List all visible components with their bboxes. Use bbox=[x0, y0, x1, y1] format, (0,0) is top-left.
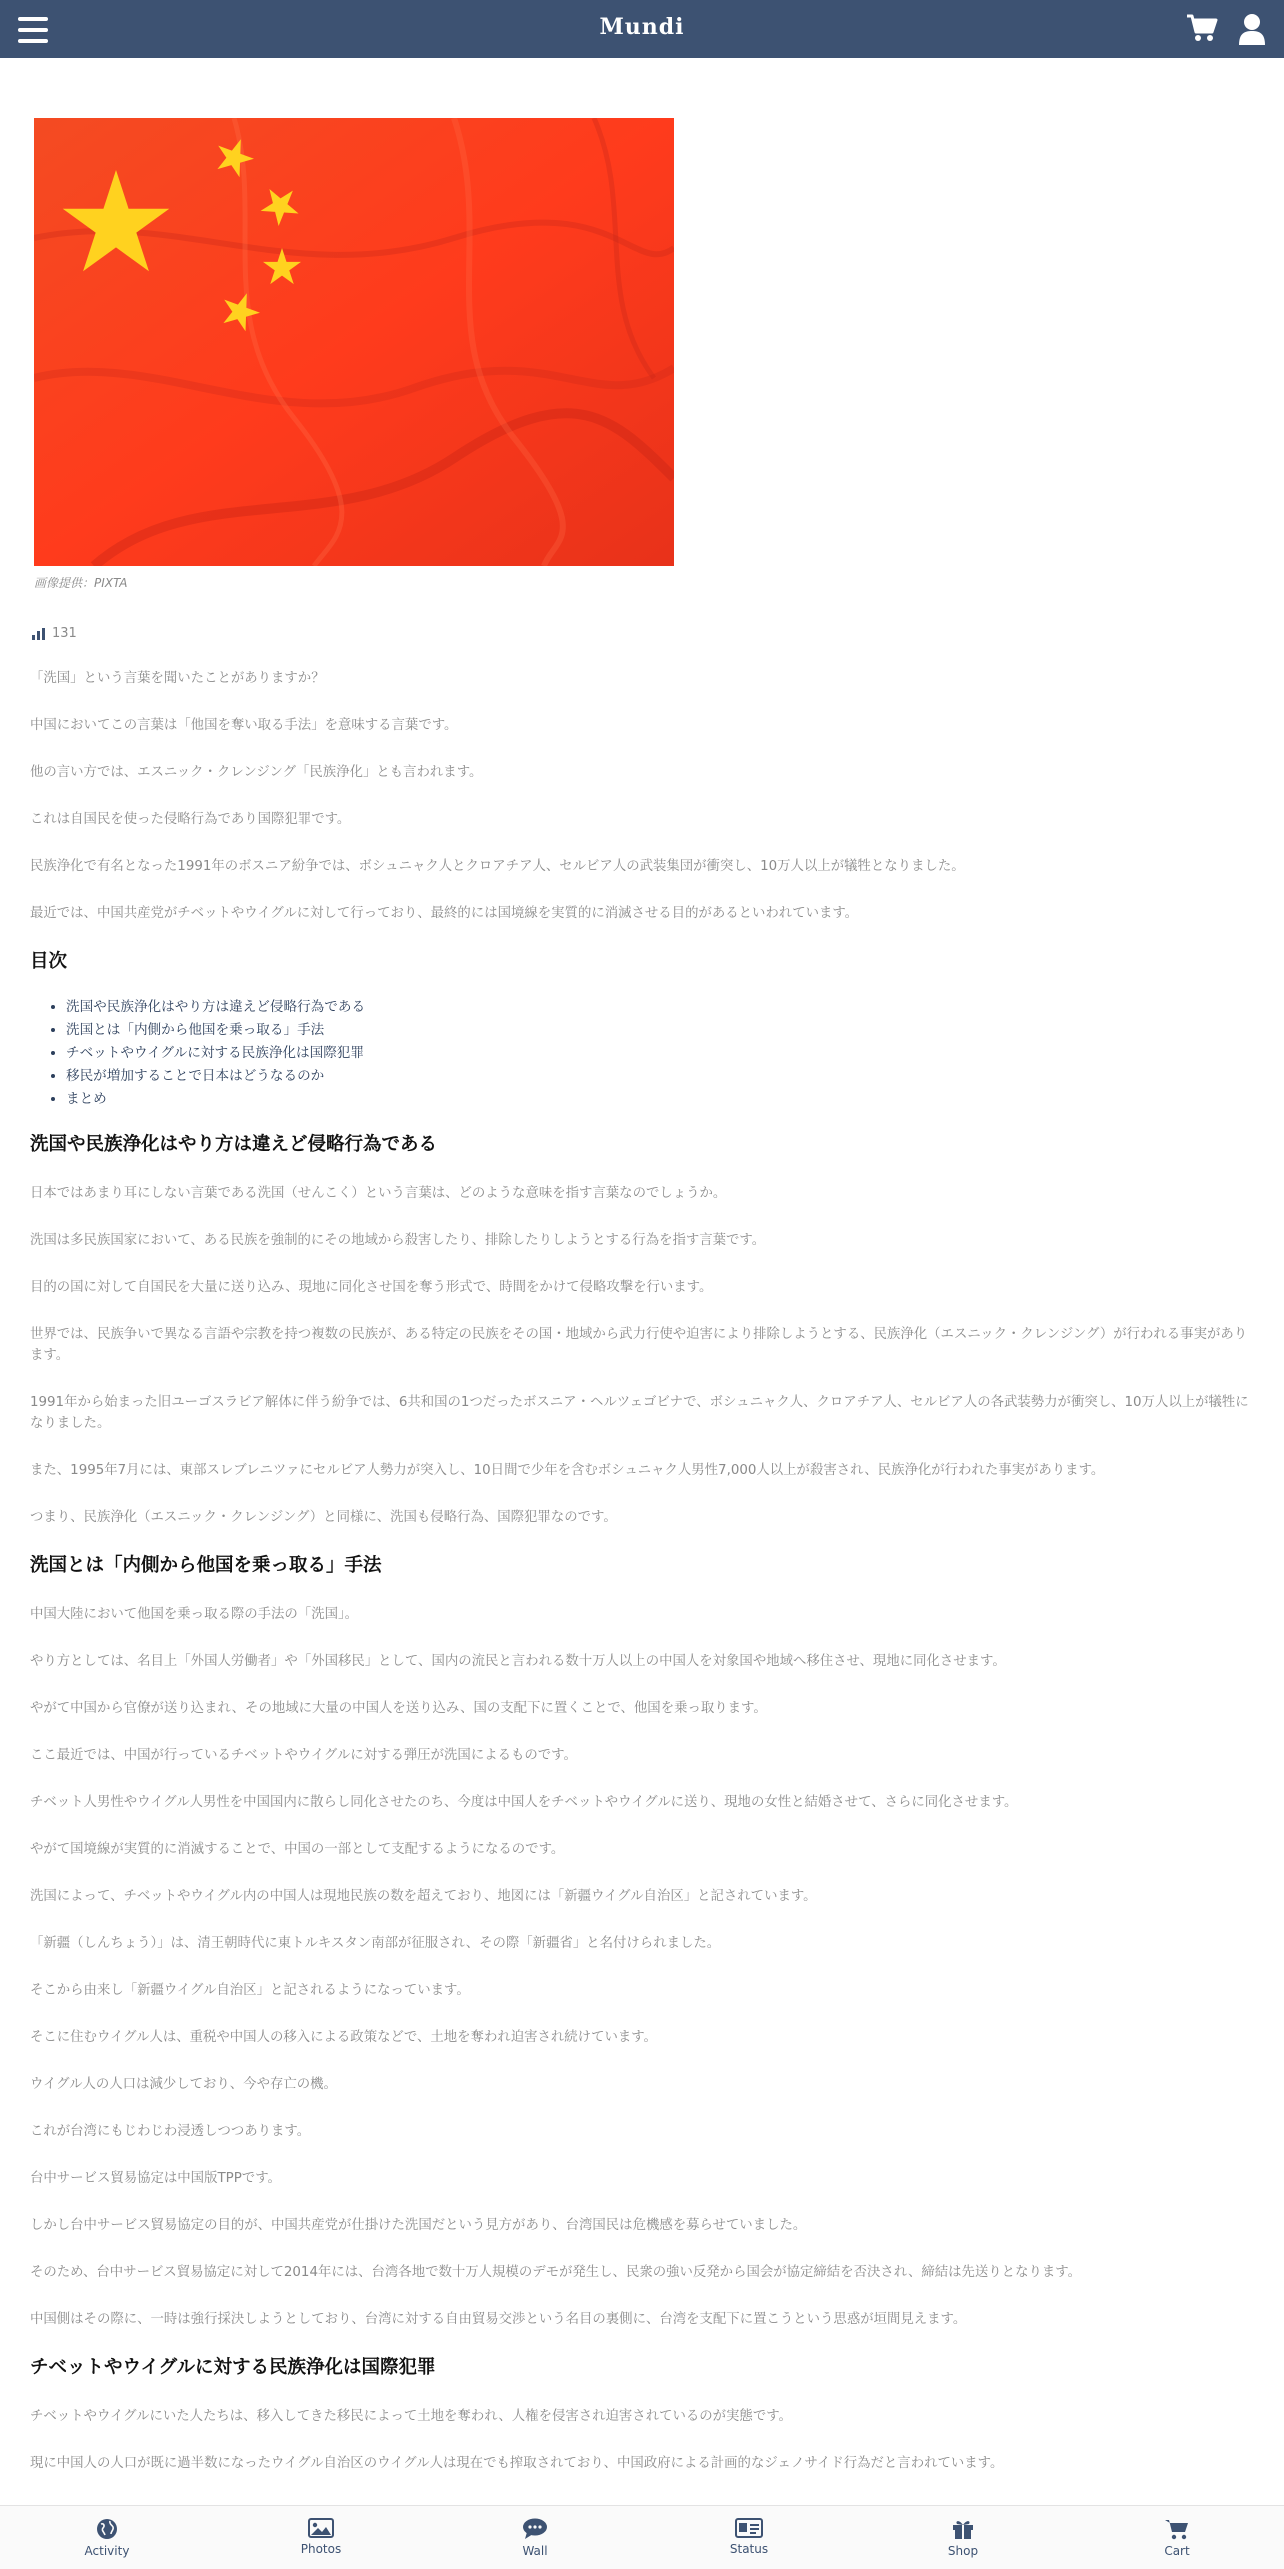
paragraph: 台中サービス貿易協定は中国版TPPです。 bbox=[30, 2171, 281, 2186]
bottom-navigation-bar bbox=[0, 2505, 1284, 2569]
view-count-value: 131 bbox=[52, 626, 77, 641]
paragraph: しかし台中サービス貿易協定の目的が、中国共産党が仕掛けた洗国だという見方があり、台湾国民は危機感を募らせていました。 bbox=[30, 2218, 807, 2233]
tab-label: Wall bbox=[522, 2544, 548, 2558]
tab-cart[interactable] bbox=[1070, 2506, 1284, 2569]
tab-label: Cart bbox=[1164, 2544, 1190, 2558]
tab-status[interactable] bbox=[642, 2506, 856, 2569]
paragraph: 日本ではあまり耳にしない言葉である洗国（せんこく）という言葉は、どのような意味を指す言葉なのでしょうか。 bbox=[30, 1186, 727, 1201]
gift-icon bbox=[952, 2518, 974, 2540]
china-flag-icon bbox=[34, 118, 674, 566]
paragraph: やがて国境線が実質的に消滅することで、中国の一部として支配するようになるのです。 bbox=[30, 1842, 565, 1857]
paragraph: そのため、台中サービス貿易協定に対して2014年には、台湾各地で数十万人規模のデモが発生し、民衆の強い反発から国会が協定締結を否決され、締結は先送りとなります。 bbox=[30, 2265, 1081, 2280]
image-credit: 画像提供：PIXTA bbox=[34, 576, 128, 590]
section-heading: 洗国や民族浄化はやり方は違えど侵略行為である bbox=[30, 1134, 438, 1155]
paragraph: やり方としては、名目上「外国人労働者」や「外国移民」として、国内の流民と言われる数十万人以上の中国人を対象国や地域へ移住させ、現地に同化させます。 bbox=[30, 1654, 1006, 1669]
chat-bubble-icon bbox=[522, 2518, 548, 2540]
paragraph: チベット人男性やウイグル人男性を中国国内に散らし同化させたのち、今度は中国人をチベットやウイグルに送り、現地の女性と結婚させて、さらに同化させます。 bbox=[30, 1795, 1018, 1810]
paragraph: つまり、民族浄化（エスニック・クレンジング）と同様に、洗国も侵略行為、国際犯罪なのです。 bbox=[30, 1510, 617, 1525]
paragraph: 洗国は多民族国家において、ある民族を強制的にその地域から殺害したり、排除したりしようとする行為を指す言葉です。 bbox=[30, 1233, 766, 1248]
toc-link[interactable]: • チベットやウイグルに対する民族浄化は国際犯罪 bbox=[66, 1042, 1255, 1065]
paragraph: これが台湾にもじわじわ浸透しつつあります。 bbox=[30, 2124, 311, 2139]
toc-link[interactable]: • まとめ bbox=[66, 1088, 1255, 1111]
toc-link[interactable]: • 洗国や民族浄化はやり方は違えど侵略行為である bbox=[66, 996, 1255, 1019]
paragraph: 洗国によって、チベットやウイグル内の中国人は現地民族の数を超えており、地図には「新疆ウイグル自治区」と記されています。 bbox=[30, 1889, 817, 1904]
tab-shop[interactable] bbox=[856, 2506, 1070, 2569]
paragraph: また、1995年7月には、東部スレブレニツァにセルビア人勢力が突入し、10日間で少年を含むボシュニャク人男性7,000人以上が殺害され、民族浄化が行われた事実があります。 bbox=[30, 1463, 1105, 1478]
paragraph: 中国においてこの言葉は「他国を奪い取る手法」を意味する言葉です。 bbox=[30, 718, 458, 733]
section-heading: チベットやウイグルに対する民族浄化は国際犯罪 bbox=[30, 2357, 436, 2378]
tab-label: Status bbox=[729, 2542, 769, 2556]
cart-icon bbox=[1164, 2518, 1190, 2540]
view-count bbox=[32, 626, 77, 641]
paragraph: 民族浄化で有名となった1991年のボスニア紛争では、ボシュニャク人とクロアチア人、セルビア人の武装集団が衝突し、10万人以上が犠牲となりました。 bbox=[30, 859, 965, 874]
user-icon[interactable] bbox=[1238, 13, 1266, 49]
id-card-icon bbox=[735, 2518, 763, 2538]
table-of-contents bbox=[30, 996, 1255, 1111]
paragraph: 中国大陸において他国を乗っ取る際の手法の「洗国」。 bbox=[30, 1607, 359, 1622]
toc-link[interactable]: • 移民が増加することで日本はどうなるのか bbox=[66, 1065, 1255, 1088]
paragraph: 「洗国」という言葉を聞いたことがありますか？ bbox=[30, 671, 325, 686]
site-logo[interactable]: Mundi bbox=[599, 14, 685, 40]
toc-heading: 目次 bbox=[30, 951, 68, 972]
paragraph: そこから由来し「新疆ウイグル自治区」と記されるようになっています。 bbox=[30, 1983, 470, 1998]
paragraph: そこに住むウイグル人は、重税や中国人の移入による政策などで、土地を奪われ迫害され続けています。 bbox=[30, 2030, 657, 2045]
image-icon bbox=[308, 2518, 334, 2538]
china-flag-image bbox=[34, 118, 674, 566]
paragraph: ここ最近では、中国が行っているチベットやウイグルに対する弾圧が洗国によるものです。 bbox=[30, 1748, 577, 1763]
article-body bbox=[30, 668, 1255, 2500]
paragraph: 「新疆（しんちょう）」は、清王朝時代に東トルキスタン南部が征服され、その際「新疆省」と名付けられました。 bbox=[30, 1936, 721, 1951]
section-heading: 洗国とは「内側から他国を乗っ取る」手法 bbox=[30, 1555, 382, 1576]
shopping-cart-icon[interactable] bbox=[1186, 13, 1218, 47]
globe-icon bbox=[96, 2518, 118, 2540]
tab-wall[interactable] bbox=[428, 2506, 642, 2569]
paragraph: 他の言い方では、エスニック・クレンジング「民族浄化」とも言われます。 bbox=[30, 765, 483, 780]
bar-chart-icon bbox=[32, 628, 46, 640]
tab-label: Photos bbox=[300, 2542, 342, 2556]
paragraph: ウイグル人の人口は減少しており、今や存亡の機。 bbox=[30, 2077, 337, 2092]
paragraph: 世界では、民族争いで異なる言語や宗教を持つ複数の民族が、ある特定の民族をその国・地域から武力行使や迫害により排除しようとする、民族浄化（エスニック・クレンジング）が行われる事実があります。 bbox=[30, 1327, 1248, 1363]
paragraph: これは自国民を使った侵略行為であり国際犯罪です。 bbox=[30, 812, 351, 827]
tab-photos[interactable] bbox=[214, 2506, 428, 2569]
paragraph: やがて中国から官僚が送り込まれ、その地域に大量の中国人を送り込み、国の支配下に置くことで、他国を乗っ取ります。 bbox=[30, 1701, 767, 1716]
top-navigation-bar bbox=[0, 0, 1284, 58]
toc-link[interactable]: • 洗国とは「内側から他国を乗っ取る」手法 bbox=[66, 1019, 1255, 1042]
tab-label: Shop bbox=[947, 2544, 979, 2558]
paragraph: 中国側はその際に、一時は強行採決しようとしており、台湾に対する自由貿易交渉という名目の裏側に、台湾を支配下に置こうという思惑が垣間見えます。 bbox=[30, 2312, 967, 2327]
paragraph: チベットやウイグルにいた人たちは、移入してきた移民によって土地を奪われ、人権を侵害され迫害されているのが実態です。 bbox=[30, 2409, 792, 2424]
paragraph: 現に中国人の人口が既に過半数になったウイグル自治区のウイグル人は現在でも搾取されており、中国政府による計画的なジェノサイド行為だと言われています。 bbox=[30, 2456, 1004, 2471]
paragraph: 目的の国に対して自国民を大量に送り込み、現地に同化させ国を奪う形式で、時間をかけて侵略攻撃を行います。 bbox=[30, 1280, 713, 1295]
paragraph: 1991年から始まった旧ユーゴスラビア解体に伴う紛争では、6共和国の1つだったボスニア・ヘルツェゴビナで、ボシュニャク人、クロアチア人、セルビア人の各武装勢力が衝突し、10万人以上が犠牲になりました。 bbox=[30, 1395, 1249, 1431]
tab-activity[interactable] bbox=[0, 2506, 214, 2569]
paragraph: 最近では、中国共産党がチベットやウイグルに対して行っており、最終的には国境線を実質的に消滅させる目的があるといわれています。 bbox=[30, 906, 859, 921]
tab-label: Activity bbox=[84, 2544, 130, 2558]
